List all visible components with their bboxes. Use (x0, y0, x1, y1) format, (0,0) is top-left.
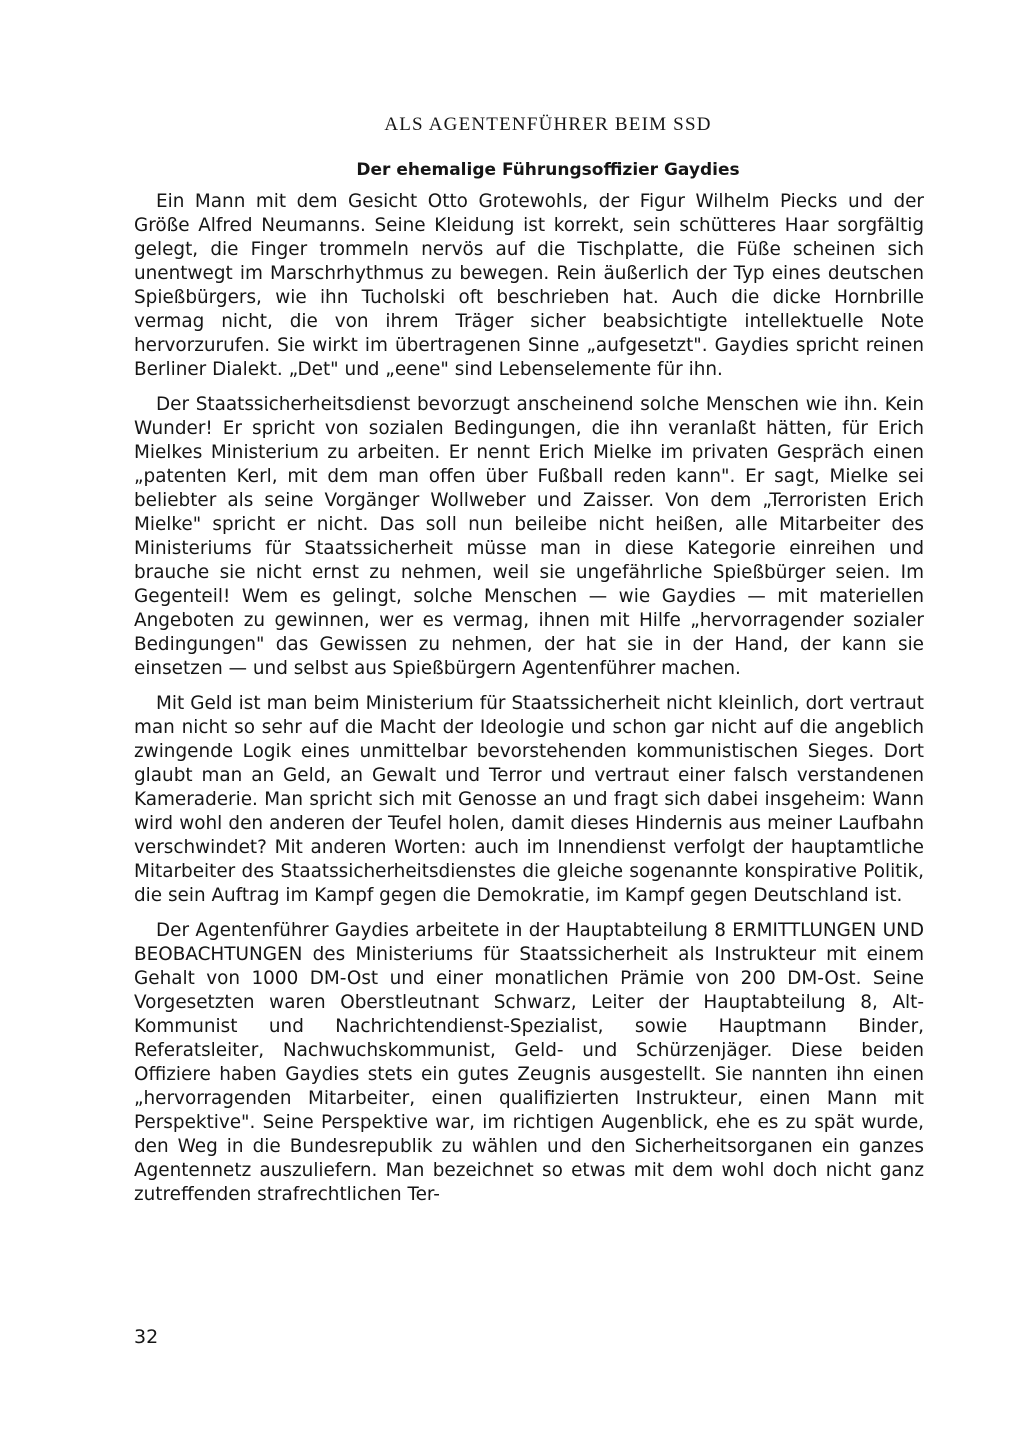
paragraph-3: Mit Geld ist man beim Ministerium für Staatssicherheit nicht kleinlich, dort vertraut man nicht so sehr auf die Macht der Ideologie und schon gar nicht auf die angeblich zwingende Logik eines unmittelbar bevorstehenden kommunistischen Sieges. Dort glaubt man an Geld, an Gewalt und Terror und vertraut einer falsch verstandenen Kameraderie. Man spricht sich mit Genosse an und fragt sich dabei insgeheim: Wann wird wohl den anderen der Teufel holen, damit dieses Hindernis aus meiner Laufbahn verschwindet? Mit anderen Worten: auch im Innendienst verfolgt der hauptamtliche Mitarbeiter des Staatssicherheitsdienstes die gleiche sogenannte konspirative Politik, die sein Auftrag im Kampf gegen die Demokratie, im Kampf gegen Deutschland ist. (134, 693, 924, 906)
paragraph-4: Der Agentenführer Gaydies arbeitete in der Hauptabteilung 8 ERMITTLUNGEN UND BEOBACHTUNGEN des Ministeriums für Staatssicherheit als Instrukteur mit einem Gehalt von 1000 DM-Ost und einer monatlichen Prämie von 200 DM-Ost. Seine Vorgesetzten waren Oberstleutnant Schwarz, Leiter der Hauptabteilung 8, Alt-Kommunist und Nachrichtendienst-Spezialist, sowie Hauptmann Binder, Referatsleiter, Nachwuchskommunist, Geld- und Schürzenjäger. Diese beiden Offiziere haben Gaydies stets ein gutes Zeugnis ausgestellt. Sie nannten ihn einen „hervorragenden Mitarbeiter, einen qualifizierten Instrukteur, einen Mann mit Perspektive". Seine Perspektive war, im richtigen Augenblick, ehe es zu spät wurde, den Weg in die Bundesrepublik zu wählen und den Sicherheitsorganen ein ganzes Agentennetz auszuliefern. Man bezeichnet so etwas mit dem wohl doch nicht ganz zutreffenden strafrechtlichen Ter- (134, 920, 924, 1205)
paragraph-1: Ein Mann mit dem Gesicht Otto Grotewohls, der Figur Wilhelm Piecks und der Größe Alfred Neumanns. Seine Kleidung ist korrekt, sein schütteres Haar sorgfältig gelegt, die Finger trommeln nervös auf die Tischplatte, die Füße scheinen sich unentwegt im Marschrhythmus zu bewegen. Rein äußerlich der Typ eines deutschen Spießbürgers, wie ihn Tucholski oft beschrieben hat. Auch die dicke Hornbrille vermag nicht, die von ihrem Träger sicher beabsichtigte intellektuelle Note hervorzurufen. Sie wirkt im übertragenen Sinne „aufgesetzt". Gaydies spricht reinen Berliner Dialekt. „Det" und „eene" sind Lebenselemente für ihn. (134, 191, 924, 380)
paragraph-2: Der Staatssicherheitsdienst bevorzugt anscheinend solche Menschen wie ihn. Kein Wunder! Er spricht von sozialen Bedingungen, die ihn veranlaßt hätten, für Erich Mielkes Ministerium zu arbeiten. Er nennt Erich Mielke im privaten Gespräch einen „patenten Kerl, mit dem man offen über Fußball reden kann". Er sagt, Mielke sei beliebter als seine Vorgänger Wollweber und Zaisser. Von dem „Terroristen Erich Mielke" spricht er nicht. Das soll nun beileibe nicht heißen, alle Mitarbeiter des Ministeriums für Staatssicherheit müsse man in diese Kategorie einreihen und brauche sie nicht ernst zu nehmen, weil sie ungefährliche Spießbürger seien. Im Gegenteil! Wem es gelingt, solche Menschen — wie Gaydies — mit materiellen Angeboten zu gewinnen, wer es vermag, ihnen mit Hilfe „hervorragender sozialer Bedingungen" das Gewissen zu nehmen, der hat sie in der Hand, der kann sie einsetzen — und selbst aus Spießbürgern Agentenführer machen. (134, 394, 924, 679)
section-title: Der ehemalige Führungsoffizier Gaydies (356, 160, 740, 180)
chapter-title: ALS AGENTENFÜHRER BEIM SSD (384, 114, 712, 135)
document-page (134, 112, 926, 1218)
page-number: 32 (134, 1326, 159, 1348)
